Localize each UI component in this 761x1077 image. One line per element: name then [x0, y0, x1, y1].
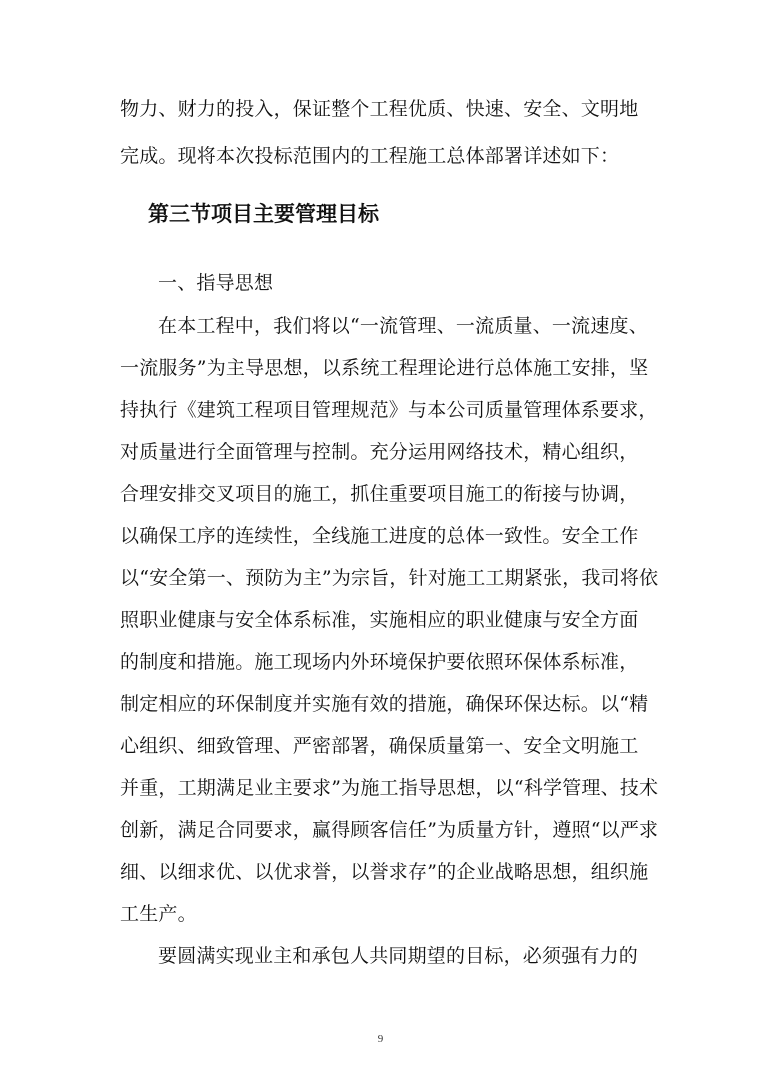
body-line-13: 创新，满足合同要求，赢得顾客信任”为质量方针，遵照“以严求: [120, 819, 659, 841]
body-line-14: 细、以细求优、以优求誉，以誉求存”的企业战略思想，组织施: [120, 861, 649, 883]
body-line-5: 合理安排交叉项目的施工，抓住重要项目施工的衔接与协调，: [120, 483, 639, 505]
body-line-4: 对质量进行全面管理与控制。充分运用网络技术，精心组织，: [120, 441, 639, 463]
body-line-1: 在本工程中，我们将以“一流管理、一流质量、一流速度、: [158, 315, 648, 337]
body-line-12: 并重，工期满足业主要求”为施工指导思想，以“科学管理、技术: [120, 777, 659, 799]
page-number: 9: [377, 1033, 384, 1045]
body-line-11: 心组织、细致管理、严密部署，确保质量第一、安全文明施工: [120, 735, 639, 757]
body-line-6: 以确保工序的连续性，全线施工进度的总体一致性。安全工作: [120, 525, 639, 547]
final-line: 要圆满实现业主和承包人共同期望的目标，必须强有力的: [158, 945, 639, 967]
body-line-2: 一流服务”为主导思想，以系统工程理论进行总体施工安排，坚: [120, 357, 649, 379]
body-line-15: 工生产。: [120, 903, 197, 925]
section-heading: 第三节项目主要管理目标: [148, 202, 379, 226]
intro-line-2: 完成。现将本次投标范围内的工程施工总体部署详述如下：: [120, 145, 620, 167]
subsection-heading: 一、指导思想: [158, 272, 274, 294]
body-line-8: 照职业健康与安全体系标准，实施相应的职业健康与安全方面: [120, 609, 639, 631]
body-line-9: 的制度和措施。施工现场内外环境保护要依照环保体系标准，: [120, 651, 639, 673]
intro-line-1: 物力、财力的投入，保证整个工程优质、快速、安全、文明地: [120, 98, 639, 120]
body-line-10: 制定相应的环保制度并实施有效的措施，确保环保达标。以“精: [120, 693, 649, 715]
body-line-7: 以“安全第一、预防为主”为宗旨，针对施工工期紧张，我司将依: [120, 567, 659, 589]
body-line-3: 持执行《建筑工程项目管理规范》与本公司质量管理体系要求，: [120, 399, 658, 421]
